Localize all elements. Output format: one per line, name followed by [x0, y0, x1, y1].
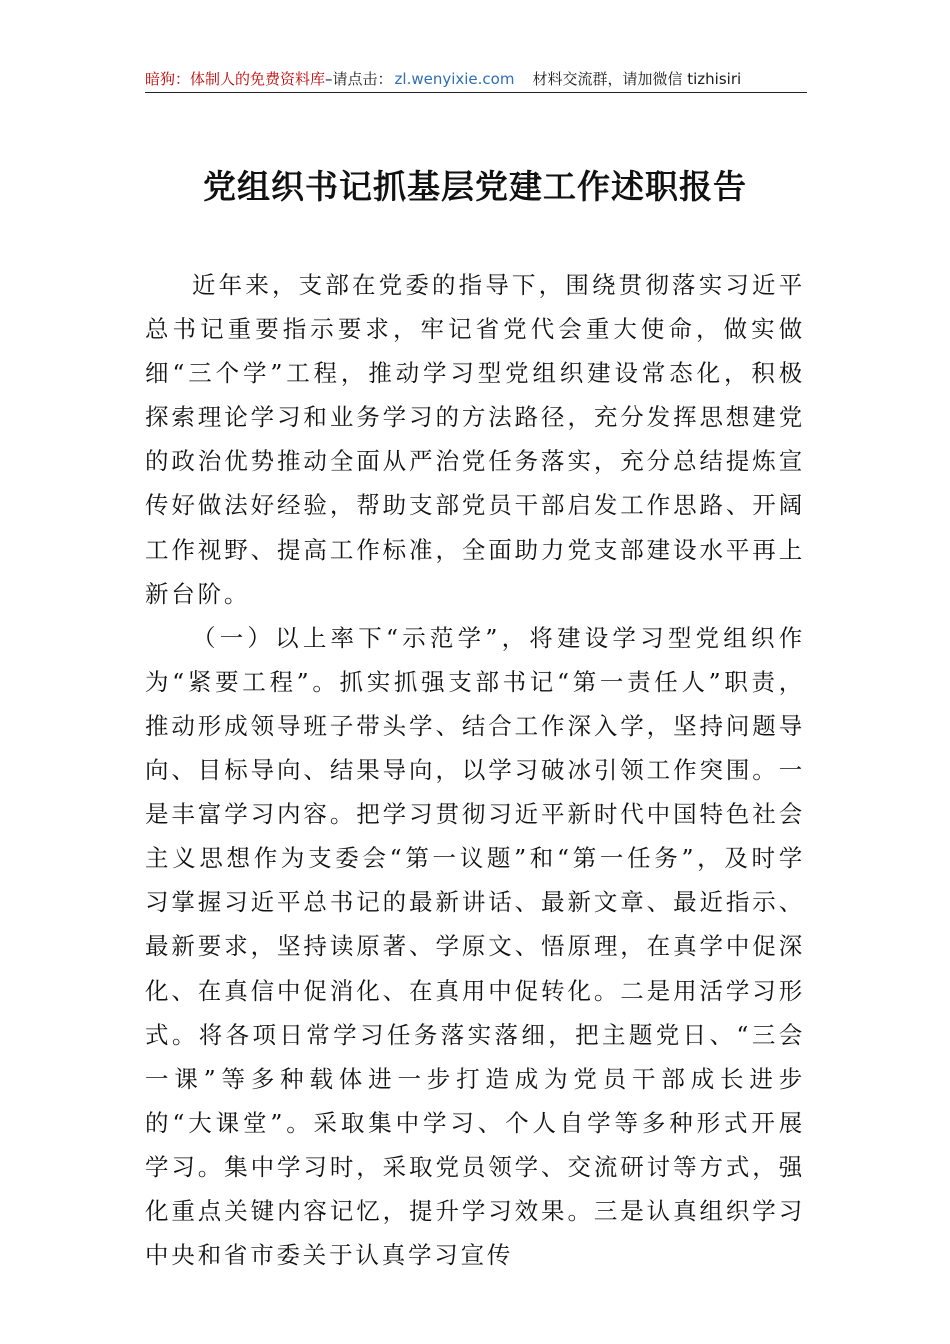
paragraph-section-1: （一）以上率下“示范学”，将建设学习型党组织作为“紧要工程”。抓实抓强支部书记“第一责任人”职责，推动形成领导班子带头学、结合工作深入学，坚持问题导向、目标导向、结果导向，以学习破冰引领工作突围。一是丰富学习内容。把学习贯彻习近平新时代中国特色社会主义思想作为支委会“第一议题”和“第一任务”，及时学习掌握习近平总书记的最新讲话、最新文章、最近指示、最新要求，坚持读原著、学原文、悟原理，在真学中促深化、在真信中促消化、在真用中促转化。二是用活学习形式。将各项日常学习任务落实落细，把主题党日、“三会一课”等多种载体进一步打造成为党员干部成长进步的“大课堂”。采取集中学习、个人自学等多种形式开展学习。集中学习时，采取党员领学、交流研讨等方式，强化重点关键内容记忆，提升学习效果。三是认真组织学习中央和省市委关于认真学习宣传: [145, 623, 805, 1270]
paragraph-intro: 近年来，支部在党委的指导下，围绕贯彻落实习近平总书记重要指示要求，牢记省党代会重大使命，做实做细“三个学”工程，推动学习型党组织建设常态化，积极探索理论学习和业务学习的方法路径，充分发挥思想建党的政治优势推动全面从严治党任务落实，充分总结提炼宣传好做法好经验，帮助支部党员干部启发工作思路、开阔工作视野、提高工作标准，全面助力党支部建设水平再上新台阶。: [145, 271, 805, 608]
header-brand: 暗狗：体制人的免费资料库: [145, 70, 326, 88]
header-separator: –请点击：: [325, 70, 393, 88]
page-header: [145, 66, 807, 93]
document-title: 党组织书记抓基层党建工作述职报告: [203, 167, 747, 206]
header-link[interactable]: zl.wenyixie.com: [394, 70, 515, 88]
header-group-text: 材料交流群，请加微信 tizhisiri: [532, 70, 742, 88]
document-body: [145, 263, 805, 1277]
